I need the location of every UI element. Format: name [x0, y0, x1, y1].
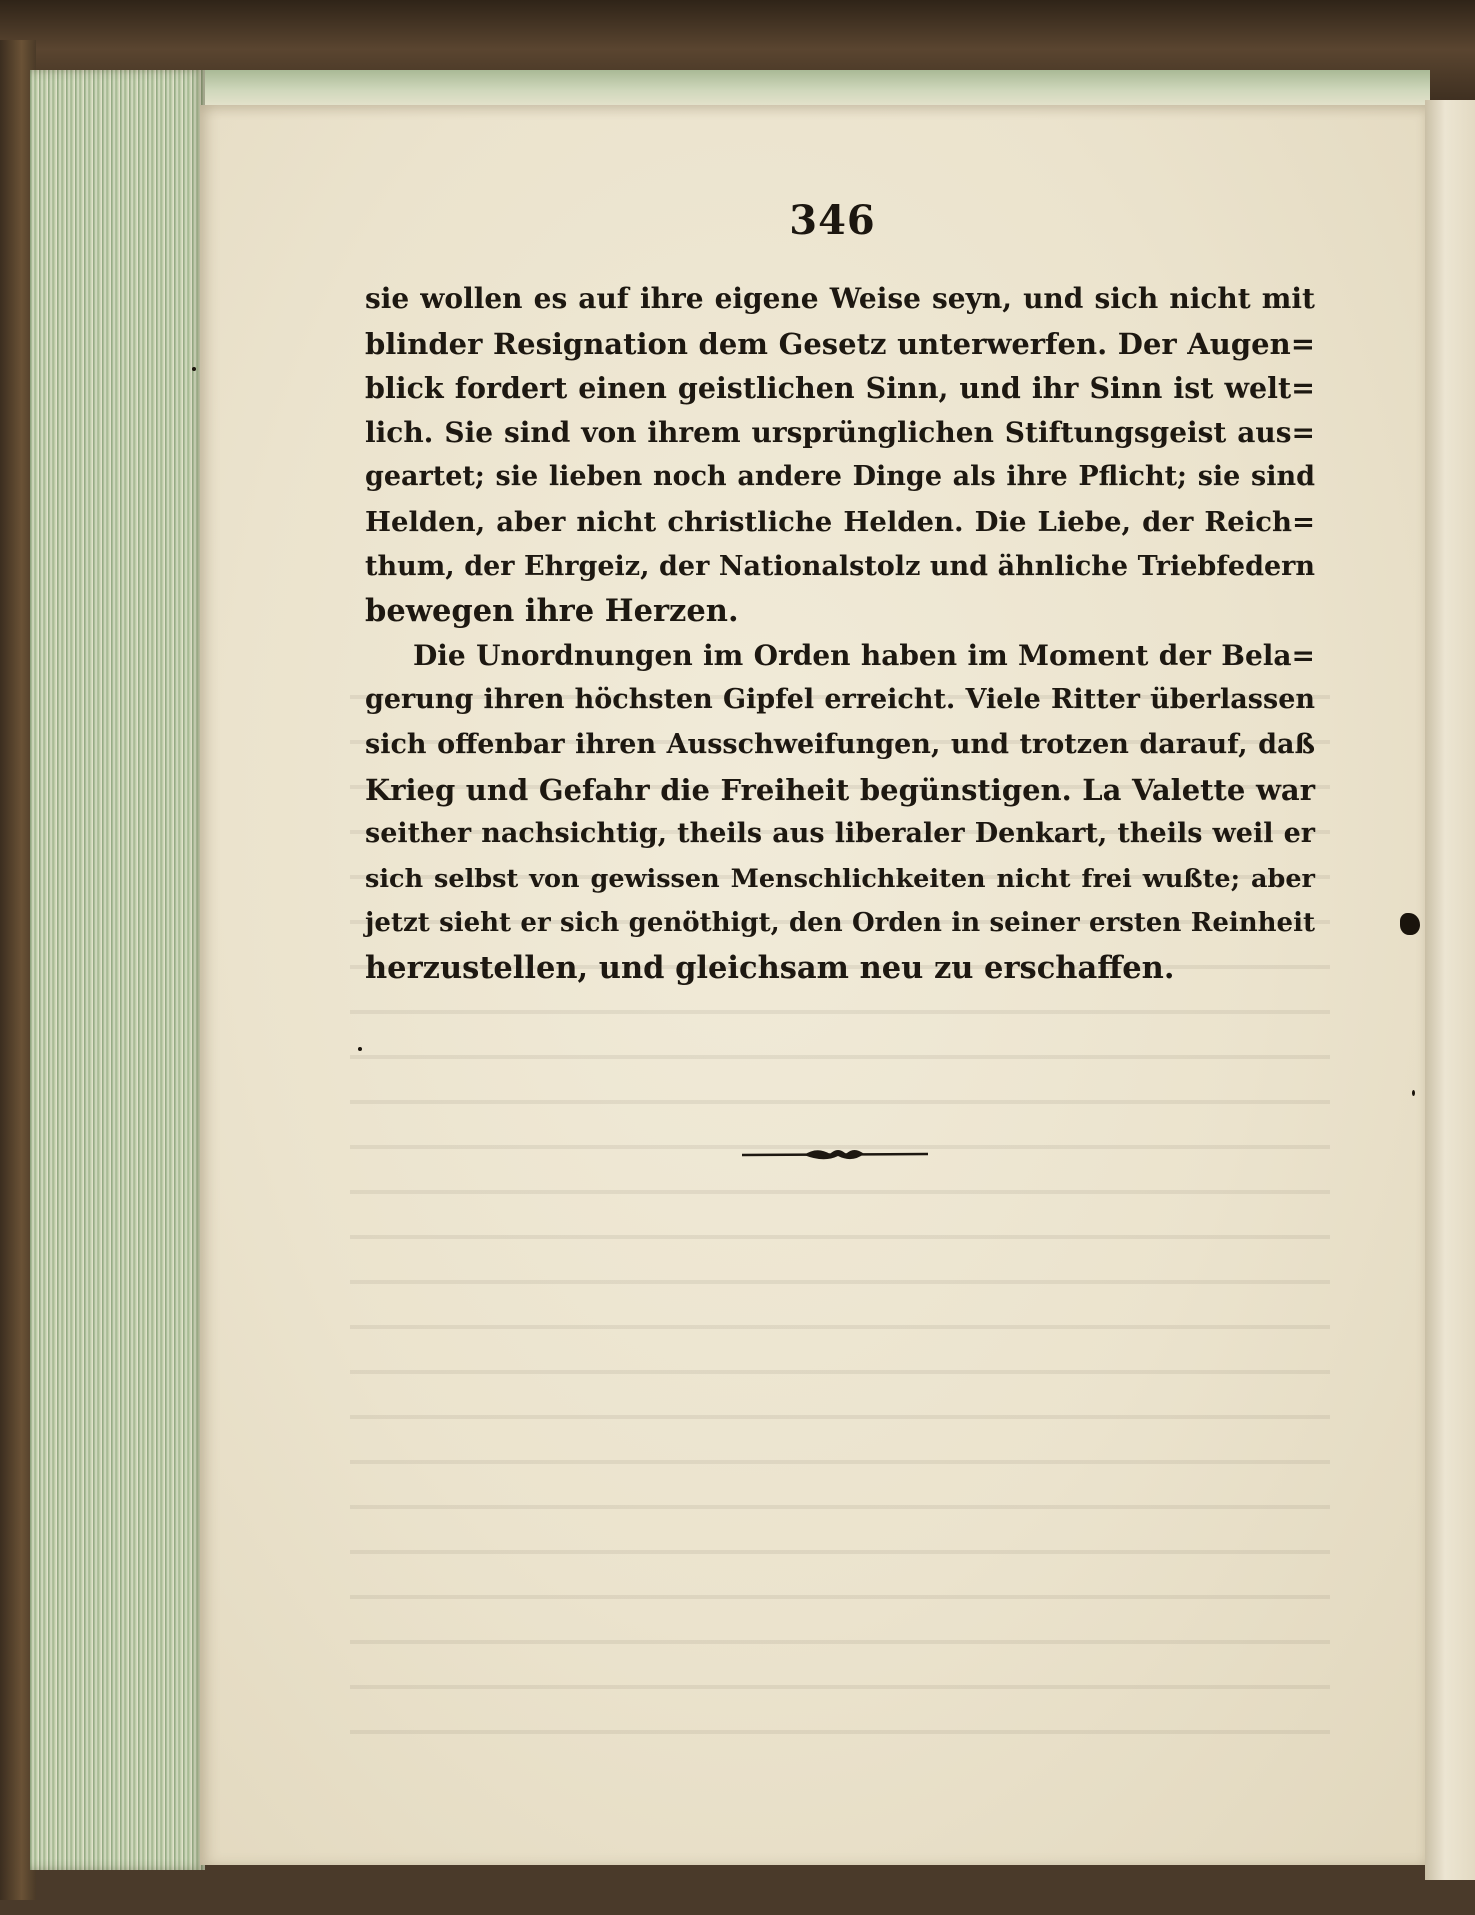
page-stack-top-edge	[30, 70, 1430, 110]
text-line: sich selbst von gewissen Menschlichkeiten nicht frei wußte; aber	[365, 863, 1315, 894]
page-stack-edge	[30, 70, 205, 1870]
text-line: gerung ihren höchsten Gipfel erreicht. Viele Ritter überlassen	[365, 684, 1315, 716]
text-line: thum, der Ehrgeiz, der Nationalstolz und ähnliche Triebfedern	[365, 550, 1315, 582]
text-line: herzustellen, und gleichsam neu zu erschaffen.	[365, 949, 1175, 986]
text-line: Die Unordnungen im Orden haben im Moment der Bela=	[413, 638, 1315, 672]
paragraph-1	[365, 277, 1315, 634]
text-line: lich. Sie sind von ihrem ursprünglichen Stiftungsgeist aus=	[365, 415, 1315, 449]
text-line: seither nachsichtig, theils aus liberaler Denkart, theils weil er	[365, 818, 1315, 850]
text-line: blick fordert einen geistlichen Sinn, und ihr Sinn ist welt=	[365, 371, 1315, 406]
text-line: sich offenbar ihren Ausschweifungen, und trotzen darauf, daß	[365, 728, 1315, 760]
page-number: 346	[789, 197, 876, 244]
text-line: Helden, aber nicht christliche Helden. Die Liebe, der Reich=	[365, 505, 1315, 538]
ink-speck	[358, 1047, 362, 1051]
text-line: bewegen ihre Herzen.	[365, 593, 739, 630]
text-line: Krieg und Gefahr die Freiheit begünstigen. La Valette war	[365, 772, 1315, 807]
ink-speck	[1412, 1090, 1415, 1096]
paragraph-2	[365, 634, 1315, 991]
ornament-divider-icon	[742, 1143, 928, 1165]
body-text	[365, 277, 1315, 991]
book-page	[200, 105, 1425, 1865]
ink-speck	[1400, 913, 1420, 935]
text-line: blinder Resignation dem Gesetz unterwerfen. Der Augen=	[365, 326, 1315, 361]
text-line: geartet; sie lieben noch andere Dinge als ihre Pflicht; sie sind	[365, 461, 1315, 493]
text-line: jetzt sieht er sich genöthigt, den Orden in seiner ersten Reinheit	[365, 908, 1315, 939]
facing-page-edge	[1425, 100, 1475, 1880]
text-line: sie wollen es auf ihre eigene Weise seyn, und sich nicht mit	[365, 282, 1315, 315]
ink-speck	[192, 367, 196, 371]
